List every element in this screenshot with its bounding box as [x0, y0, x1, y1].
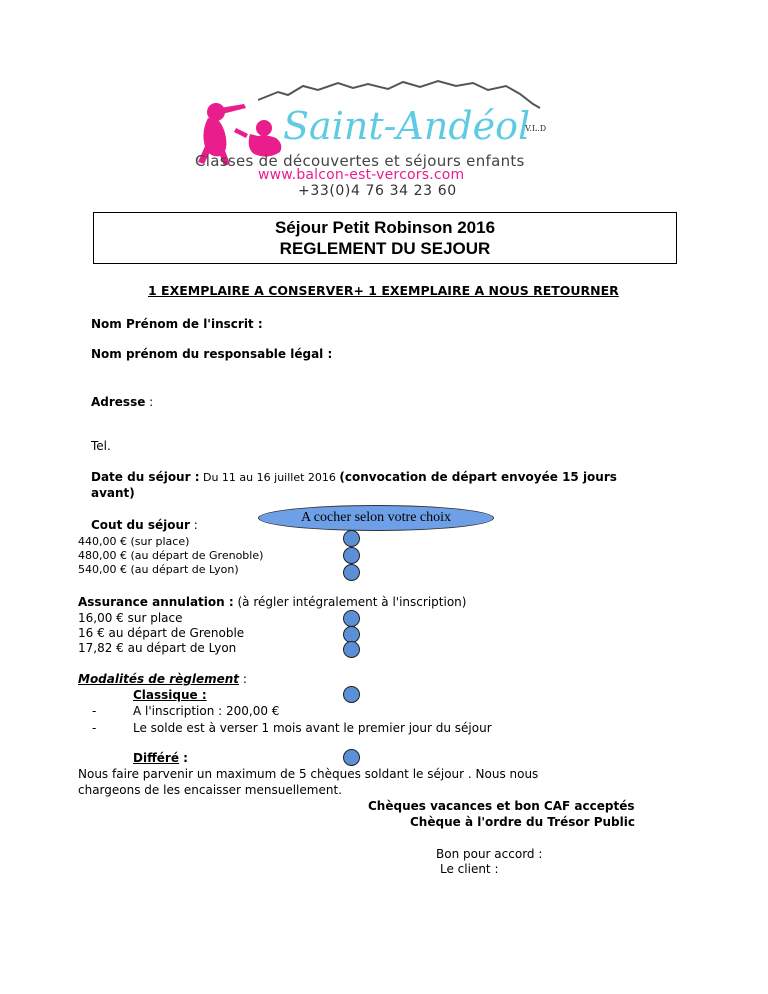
tel-label: Tel.: [91, 439, 111, 453]
name-label: Nom Prénom de l'inscrit :: [91, 317, 263, 331]
title-box: [93, 212, 677, 264]
insurance-option: 17,82 € au départ de Lyon: [78, 641, 237, 655]
address-colon: :: [145, 395, 154, 409]
classic-item-text: A l'inscription : 200,00 €: [133, 704, 280, 718]
brand-tagline: Classes de découvertes et séjours enfants: [195, 152, 525, 170]
insurance-label: Assurance annulation :: [78, 595, 234, 609]
deferred-text-2: chargeons de les encaisser mensuellement.: [78, 783, 342, 797]
address-label: Adresse: [91, 395, 146, 409]
title-line-1: Séjour Petit Robinson 2016: [274, 218, 496, 237]
classic-item-text: Le solde est à verser 1 mois avant le premier jour du séjour: [133, 721, 492, 735]
payment-heading: [78, 672, 247, 686]
cost-option: 440,00 € (sur place): [78, 535, 190, 548]
order-note: Chèque à l'ordre du Trésor Public: [410, 815, 635, 829]
payment-radio-classic[interactable]: [343, 686, 360, 703]
copies-note: 1 EXEMPLAIRE A CONSERVER+ 1 EXEMPLAIRE A NOUS RETOURNER: [148, 283, 619, 298]
accepted-note: Chèques vacances et bon CAF acceptés: [368, 799, 635, 813]
deferred-heading: [133, 751, 188, 765]
insurance-heading: [78, 595, 466, 609]
brand-website: www.balcon-est-vercors.com: [258, 167, 465, 183]
address-field: [91, 395, 153, 409]
brand-suffix: V.L.D: [525, 124, 547, 133]
title-line-2: REGLEMENT DU SEJOUR: [279, 239, 491, 258]
dates-label: Date du séjour :: [91, 470, 200, 484]
cost-colon: :: [189, 518, 198, 532]
cost-radio-sur-place[interactable]: [343, 530, 360, 547]
insurance-note: (à régler intégralement à l'inscription): [233, 595, 467, 609]
classic-label: Classique :: [133, 688, 207, 702]
guardian-label: Nom prénom du responsable légal :: [91, 347, 333, 361]
cost-label: Cout du séjour: [91, 518, 190, 532]
cost-heading: [91, 518, 198, 532]
deferred-label: Différé: [133, 751, 179, 765]
cost-radio-grenoble[interactable]: [343, 547, 360, 564]
classic-item-1: - A l'inscription : 200,00 €: [92, 704, 280, 718]
insurance-option: 16,00 € sur place: [78, 611, 183, 625]
payment-radio-deferred[interactable]: [343, 749, 360, 766]
dates-line: [91, 470, 617, 484]
insurance-radio-lyon[interactable]: [343, 641, 360, 658]
choice-bubble: A cocher selon votre choix: [258, 505, 494, 531]
brand-phone: +33(0)4 76 34 23 60: [298, 183, 457, 199]
deferred-colon: :: [179, 751, 188, 765]
signature-agreement: Bon pour accord :: [436, 847, 543, 861]
insurance-radio-sur-place[interactable]: [343, 610, 360, 627]
brand-name: Saint-Andéol: [283, 104, 531, 148]
cost-option: 480,00 € (au départ de Grenoble): [78, 549, 264, 562]
classic-item-2: - Le solde est à verser 1 mois avant le premier jour du séjour: [92, 721, 492, 735]
dates-note-2: avant): [91, 486, 135, 500]
cost-option: 540,00 € (au départ de Lyon): [78, 563, 239, 576]
insurance-option: 16 € au départ de Grenoble: [78, 626, 245, 640]
deferred-text-1: Nous faire parvenir un maximum de 5 chèques soldant le séjour . Nous nous: [78, 767, 539, 781]
payment-label: Modalités de règlement: [78, 672, 240, 686]
dates-value: Du 11 au 16 juillet 2016: [199, 471, 340, 484]
payment-colon: :: [239, 672, 247, 686]
signature-client: Le client :: [440, 862, 499, 876]
dates-note: (convocation de départ envoyée 15 jours: [339, 470, 617, 484]
cost-radio-lyon[interactable]: [343, 564, 360, 581]
